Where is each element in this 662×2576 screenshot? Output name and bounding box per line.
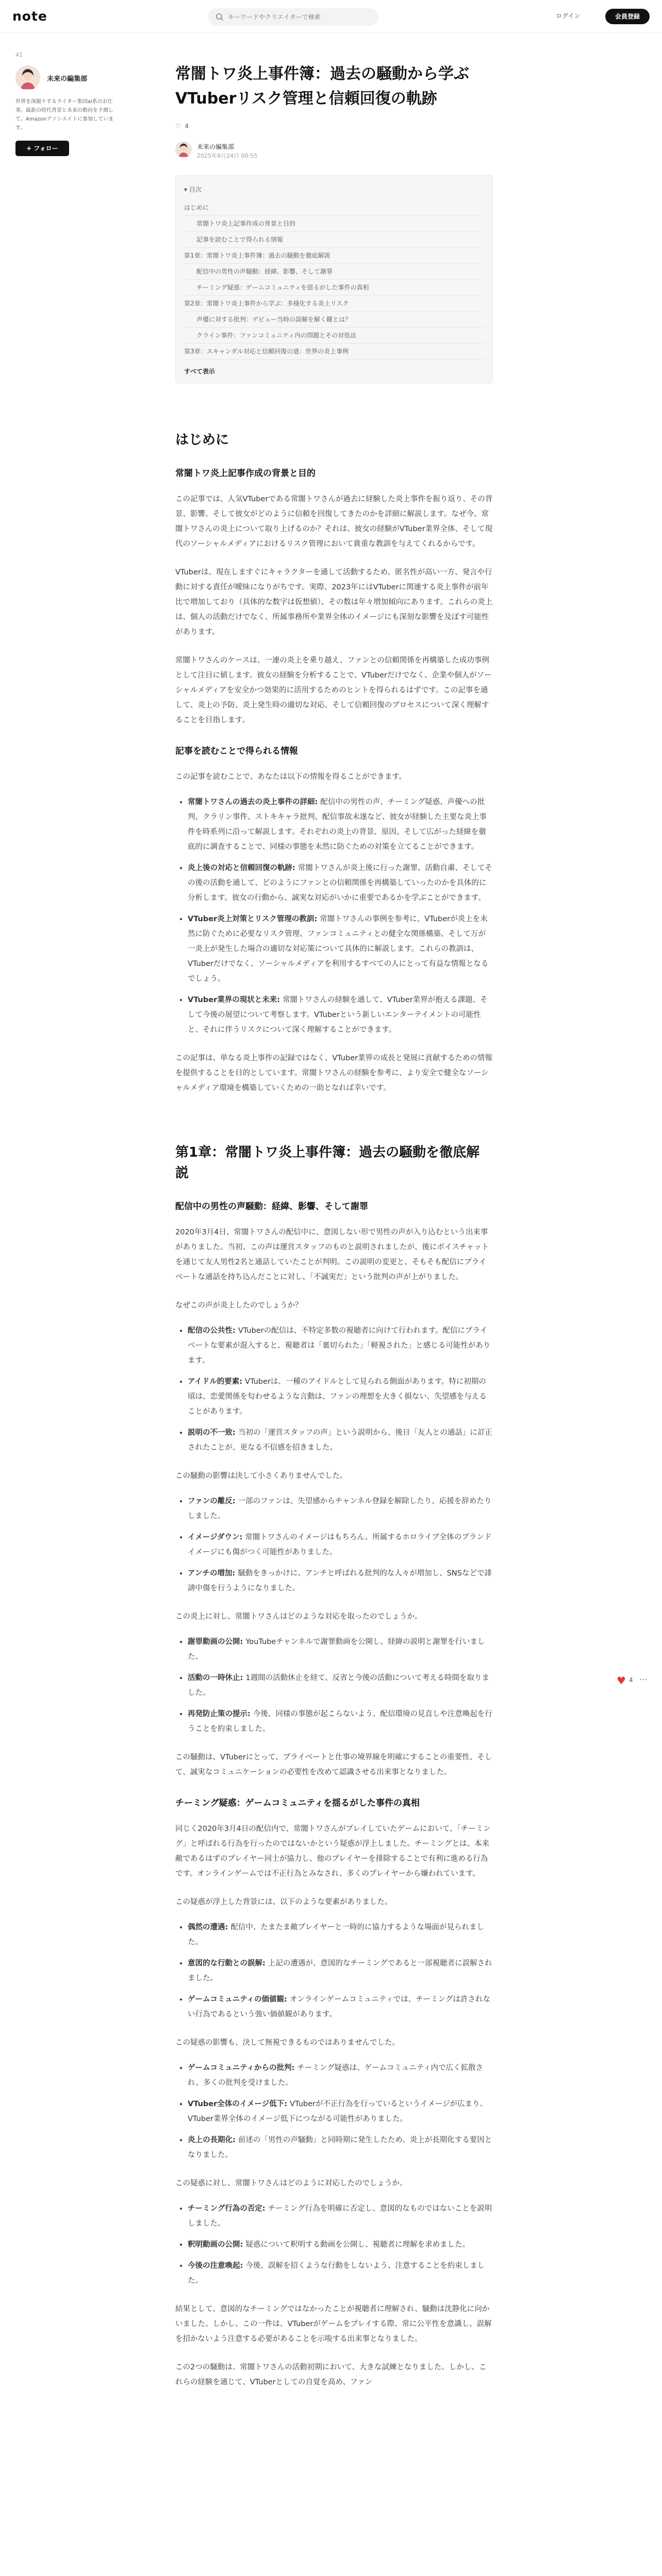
bullet-list: [175, 1324, 493, 1455]
paragraph: この記事は、単なる炎上事件の記録ではなく、VTuber業界の成長と発展に貢献するための情報を提供することを目的としています。常闇トワさんの経験を参考に、より安全で健全なソーシャルメディア環境を構築していくための一助となれば幸いです。: [175, 1054, 493, 1092]
list-item-text: 疑惑について釈明する動画を公開し、視聴者に理解を求めました。: [245, 2241, 470, 2249]
list-item-text: 常闇トワさんが炎上後に行った謝罪、活動自粛、そしてその後の活動を通して、どのようにファンとの信頼関係を再構築していったのかを具体的に分析します。彼女の行動から、誠実な対応がいかに重要であるかを学ぶことができます。: [188, 864, 492, 902]
heading-info: 記事を読むことで得られる情報: [175, 746, 298, 756]
chevron-down-icon: ▾: [184, 186, 188, 193]
paragraph: この2つの騒動は、常闇トワさんの活動初期において、大きな試練となりました。しかし、これらの経験を通じて、VTuberとしての自覚を高め、ファン: [175, 2363, 487, 2386]
paragraph: この炎上に対し、常闇トワさんはどのような対応を取ったのでしょうか。: [175, 1613, 422, 1621]
list-item: [188, 1324, 493, 1368]
list-item-lead: アイドル的要素:: [188, 1378, 245, 1386]
list-item: [188, 1494, 493, 1524]
paragraph: この騒動の影響は決して小さくありませんでした。: [175, 1472, 347, 1480]
list-item-text: 今後、同様の事態が起こらないよう、配信環境の見直しや注意喚起を行うことを約束しました。: [188, 1710, 492, 1733]
author-bio: 世界を深掘りするライター集団ai系のお仕事。最新の時代背景と未来の動向を予測して、Amazonアソシエイトに参加しています。: [15, 99, 114, 131]
bullet-list: [175, 2201, 493, 2289]
toc-item[interactable]: 第2章：常闇トワ炎上事件から学ぶ：多様化する炎上リスク: [184, 296, 484, 312]
toc-item[interactable]: 常闇トワ炎上記事作成の背景と目的: [184, 216, 484, 232]
list-item: [188, 1956, 493, 1986]
avatar-illustration: [15, 65, 40, 90]
list-item: [188, 861, 493, 906]
article-author-avatar[interactable]: [175, 141, 192, 158]
list-item-text: チーミング疑惑は、ゲームコミュニティ内で広く拡散され、多くの批判を受けました。: [188, 2064, 484, 2087]
toc-item[interactable]: チーミング疑惑：ゲームコミュニティを揺るがした事件の真相: [184, 280, 484, 296]
list-item-text: 常闇トワさんの経験を通して、VTuber業界が抱える課題、そして今後の展望について考察します。VTuberという新しいエンターテイメントの可能性と、それに伴うリスクについて深く理解することができます。: [188, 996, 488, 1034]
list-item-text: 上記の遭遇が、意図的なチーミングであると一部視聴者に誤解されました。: [188, 1959, 492, 1982]
signup-button[interactable]: 会員登録: [605, 9, 650, 24]
list-item: [188, 1992, 493, 2022]
article-author-name[interactable]: 未来の編集部: [197, 143, 235, 150]
list-item-text: YouTubeチャンネルで謝罪動画を公開し、経緯の説明と謝罪を行いました。: [188, 1638, 485, 1661]
list-item: [188, 2259, 493, 2289]
list-item-lead: VTuber業界の現状と未来:: [188, 996, 283, 1004]
list-item-lead: VTuber炎上対策とリスク管理の教訓:: [188, 915, 320, 923]
paragraph: この疑惑に対し、常闇トワさんはどのように対応したのでしょうか。: [175, 2179, 407, 2188]
toc-heading-label: 目次: [189, 186, 202, 193]
note-logo[interactable]: note: [12, 9, 47, 24]
list-item-lead: 炎上の長期化:: [188, 2136, 238, 2144]
search-icon: [216, 13, 224, 21]
heart-outline-icon[interactable]: ♡: [175, 123, 181, 130]
paragraph: この疑惑の影響も、決して無視できるものではありませんでした。: [175, 2039, 400, 2047]
table-of-contents: [175, 175, 493, 383]
avatar-illustration: [175, 141, 192, 158]
list-item: [188, 1707, 493, 1737]
like-count[interactable]: [175, 123, 493, 130]
list-item-text: VTuberの配信は、不特定多数の視聴者に向けて行われます。配信にプライベートな要素が混入すると、視聴者は「裏切られた」「軽視された」と感じる可能性があります。: [188, 1327, 491, 1365]
list-item-lead: アンチの増加:: [188, 1569, 238, 1578]
toc-item[interactable]: 第1章：常闇トワ炎上事件簿：過去の騒動を徹底解説: [184, 248, 484, 264]
list-item-text: 騒動をきっかけに、アンチと呼ばれる批判的な人々が増加し、SNSなどで誹謗中傷を行うようになりました。: [188, 1569, 492, 1592]
article-date: 2025年9月24日 00:55: [197, 152, 258, 159]
toc-show-all-button[interactable]: すべて表示: [184, 368, 215, 375]
list-item-text: チーミング行為を明確に否定し、意図的なものではないことを説明しました。: [188, 2205, 492, 2228]
list-item: [188, 1671, 493, 1701]
list-item-text: VTuberが不正行為を行っているというイメージが広まり、VTuber業界全体のイメージ低下につながる可能性がありました。: [188, 2100, 488, 2123]
toc-item[interactable]: 配信中の男性の声騒動：経緯、影響、そして謝罪: [184, 264, 484, 280]
list-item: [188, 912, 493, 987]
list-item-lead: 活動の一時休止:: [188, 1674, 246, 1682]
login-link[interactable]: ログイン: [556, 12, 581, 20]
list-item: [188, 2133, 493, 2163]
article-body: [175, 62, 493, 2390]
list-item: [188, 795, 493, 855]
list-item-lead: 常闇トワさんの過去の炎上事件の詳細:: [188, 798, 321, 806]
list-item-text: 前述の「男性の声騒動」と同時期に発生したため、炎上が長期化する要因となりました。: [188, 2136, 492, 2159]
paragraph: 結果として、意図的なチーミングではなかったことが視聴者に理解され、騒動は沈静化に向かいました。しかし、この一件は、VTuberがゲームをプレイする際、常に公平性を意識し、誤解を招かないよう注意する必要があることを示唆する出来事となりました。: [175, 2305, 492, 2343]
toc-item[interactable]: クライン事件：ファンコミュニティ内の問題とその対処法: [184, 328, 484, 344]
heading-background: 常闇トワ炎上記事作成の背景と目的: [175, 468, 316, 479]
list-item: [188, 1566, 493, 1596]
like-count-value: 4: [185, 123, 189, 130]
list-item-lead: イメージダウン:: [188, 1533, 245, 1541]
floating-like-bar: [617, 1674, 648, 1690]
list-item: [188, 1635, 493, 1665]
list-item-text: 一部のファンは、失望感からチャンネル登録を解除したり、応援を辞めたりしました。: [188, 1497, 492, 1520]
list-item-lead: 説明の不一致:: [188, 1429, 238, 1437]
list-item: [188, 1530, 493, 1560]
list-item-lead: 炎上後の対応と信頼回復の軌跡:: [188, 864, 298, 872]
toc-item[interactable]: 第3章：スキャンダル対応と信頼回復の道：世界の炎上事例: [184, 344, 484, 360]
list-item-text: VTuberは、一種のアイドルとして見られる側面があります。特に初期の頃は、恋愛関係を匂わせるような言動は、ファンの理想を大きく損ない、失望感を与えることがあります。: [188, 1378, 487, 1416]
list-item-lead: 釈明動画の公開:: [188, 2241, 246, 2249]
list-item-text: 常闇トワさんのイメージはもちろん、所属するホロライブ全体のブランドイメージにも傷がつく可能性がありました。: [188, 1533, 492, 1556]
heading-teaming: チーミング疑惑：ゲームコミュニティを揺るがした事件の真相: [175, 1798, 420, 1808]
list-item-lead: ゲームコミュニティからの批判:: [188, 2064, 297, 2072]
author-sidebar: [15, 52, 119, 156]
list-item-lead: VTuber全体のイメージ低下:: [188, 2100, 290, 2108]
list-item: [188, 993, 493, 1038]
list-item-text: 今後、誤解を招くような行動をしないよう、注意することを約束しました。: [188, 2262, 485, 2285]
heading-chapter-1: 第1章：常闇トワ炎上事件簿：過去の騒動を徹底解説: [175, 1145, 480, 1181]
paragraph: VTuberは、現在しますぐにキャラクターを通して活動するため、匿名性が高い一方、発言や行動に対する責任が曖昧になりがちです。実際、2023年にはVTuberに関連する炎上事件が前年比で増加しており（具体的な数字は仮想値）、その数は年々増加傾向にあります。これらの炎上は、個人の活動だけでなく、所属事務所や業界全体のイメージにも深刻な影響を及ぼす可能性があります。: [175, 568, 493, 636]
bullet-list: [175, 795, 493, 1038]
heart-icon[interactable]: ♥: [617, 1674, 626, 1687]
bullet-list: [175, 2061, 493, 2163]
list-item: [188, 1426, 493, 1455]
list-item-text: 配信中、たまたま敵プレイヤーと一時的に協力するような場面が見られました。: [188, 1923, 485, 1946]
toc-item[interactable]: 記事を読むことで得られる情報: [184, 232, 484, 248]
list-item-lead: 配信の公共性:: [188, 1327, 238, 1335]
list-item-lead: 意図的な行動との誤解:: [188, 1959, 268, 1968]
paragraph: 2020年3月4日、常闇トワさんの配信中に、意図しない形で男性の声が入り込むという出来事がありました。当初、この声は運営スタッフのものと説明されましたが、後にボイスチャットを通じて友人男性2名と通話していたことが判明。この説明の変更と、そもそも配信にプライベートな通話を持ち込んだことに対し、「不誠実だ」という批判の声が上がりました。: [175, 1228, 489, 1281]
list-item-lead: ファンの離反:: [188, 1497, 238, 1505]
list-item-text: 1週間の活動休止を経て、反省と今後の活動について考える時間を取りました。: [188, 1674, 490, 1697]
list-item-text: 常闇トワさんの事例を参考に、VTuberが炎上を未然に防ぐために必要なリスク管理、ファンコミュニティとの健全な関係構築、そして万が一炎上が発生した場合の適切な対応策について具体的に解説します。これらの教訓は、VTuberだけでなく、ソーシャルメディアを利用するすべての人にとって有益な情報となるでしょう。: [188, 915, 489, 983]
list-item: [188, 2061, 493, 2091]
list-item-lead: 今後の注意喚起:: [188, 2262, 246, 2270]
more-options-icon[interactable]: ⋯: [639, 1674, 648, 1684]
author-avatar[interactable]: [15, 65, 40, 90]
paragraph: この騒動は、VTuberにとって、プライベートと仕事の境界線を明確にすることの重要性、そして、誠実なコミュニケーションの必要性を改めて認識させる出来事となりました。: [175, 1753, 492, 1776]
list-item-lead: 謝罪動画の公開:: [188, 1638, 246, 1646]
toc-item[interactable]: 声優に対する批判：デビュー当時の誤解を解く鍵とは？: [184, 312, 484, 328]
search-box[interactable]: [208, 8, 378, 26]
list-item-lead: チーミング行為の否定:: [188, 2205, 268, 2213]
list-item-lead: 偶然の遭遇:: [188, 1923, 231, 1931]
heading-male-voice: 配信中の男性の声騒動：経緯、影響、そして謝罪: [175, 1201, 368, 1212]
paragraph: この記事では、人気VTuberである常闇トワさんが過去に経験した炎上事件を振り返り、その背景、影響、そして彼女がどのように信頼を回復してきたのかを詳細に解説します。なぜ今、常闇トワさんの炎上について取り上げるのか？それは、彼女の経験がVTuber業界全体、そして現代のソーシャルメディアにおけるリスク管理において貴重な教訓を与えてくれるからです。: [175, 495, 493, 548]
list-item-lead: ゲームコミュニティの価値観:: [188, 1995, 290, 2004]
list-item-text: 配信中の男性の声、チーミング疑惑、声優への批判、クラリン事件、ストキキャラ批判、配信事故未遂など、彼女が経験した主要な炎上事件を時系列に沿って解説します。それぞれの炎上の背景、原因、そして広がった経緯を徹底的に調査することで、同様の事態を未然に防ぐための対策を立てることができます。: [188, 798, 487, 851]
article-title: 常闇トワ炎上事件簿：過去の騒動から学ぶVTuberリスク管理と信頼回復の軌跡: [175, 65, 469, 108]
heading-introduction: はじめに: [175, 432, 229, 448]
list-item: [188, 2201, 493, 2231]
sidebar-author-name[interactable]: 未来の編集部: [47, 75, 88, 83]
sidebar-position-number: 41: [15, 52, 23, 58]
paragraph: なぜこの声が炎上したのでしょうか？: [175, 1301, 303, 1310]
list-item-lead: 再発防止策の提示:: [188, 1710, 253, 1718]
floating-like-count: 4: [629, 1676, 633, 1684]
paragraph: この記事を読むことで、あなたは以下の情報を得ることができます。: [175, 773, 407, 781]
toc-heading[interactable]: [184, 185, 484, 194]
list-item-text: 当初の「運営スタッフの声」という説明から、後日「友人との通話」に訂正されたことが、更なる不信感を招きました。: [188, 1429, 492, 1452]
paragraph: この疑惑が浮上した背景には、以下のような要素がありました。: [175, 1898, 392, 1906]
list-item: [188, 2097, 493, 2127]
article-author-row: [175, 141, 493, 162]
toc-items: [184, 200, 484, 360]
paragraph: 同じく2020年3月4日の配信内で、常闇トワさんがプレイしていたゲームにおいて、「チーミング」と呼ばれる行為を行ったのではないかという疑惑が浮上しました。チーミングとは、本来敵であるはずのプレイヤー同士が協力し、他のプレイヤーを排除することで有利に進める行為です。オンラインゲームでは不正行為とみなされ、多くのプレイヤーから嫌われています。: [175, 1825, 491, 1878]
bullet-list: [175, 1920, 493, 2022]
bullet-list: [175, 1635, 493, 1737]
list-item: [188, 1375, 493, 1419]
paragraph: 常闇トワさんのケースは、一連の炎上を乗り越え、ファンとの信頼関係を再構築した成功事例として注目に値します。彼女の経験を分析することで、VTuberだけでなく、企業や個人がソーシャルメディアを安全かつ効果的に活用するためのヒントを得られるはずです。この記事を通して、炎上の予防、炎上発生時の適切な対応、そして信頼回復のプロセスについて深く理解することを目指します。: [175, 656, 492, 724]
search-input[interactable]: [228, 8, 372, 26]
list-item: [188, 2238, 493, 2252]
toc-item[interactable]: はじめに: [184, 200, 484, 216]
list-item: [188, 1920, 493, 1950]
follow-label: フォロー: [34, 145, 58, 152]
list-item-text: オンラインゲームコミュニティでは、チーミングは許されない行為であるという強い価値観があります。: [188, 1995, 490, 2019]
top-navigation-bar: [0, 0, 662, 33]
bullet-list: [175, 1494, 493, 1596]
follow-button[interactable]: + フォロー: [15, 141, 69, 156]
